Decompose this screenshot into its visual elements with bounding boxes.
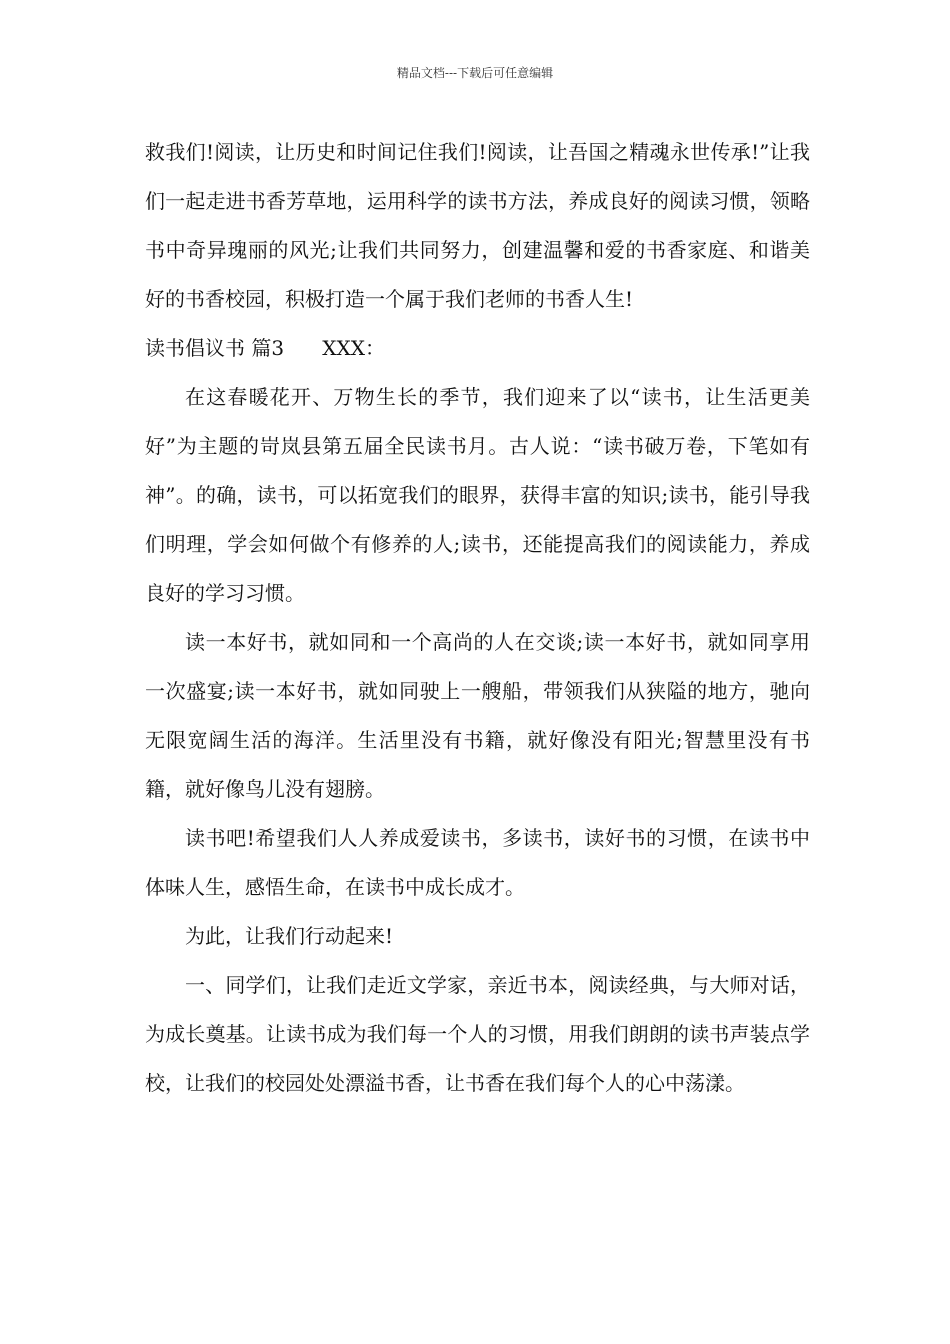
paragraph-action: 为此，让我们行动起来!: [185, 924, 394, 948]
paragraph-good-book: 读一本好书，就如同和一个高尚的人在交谈;读一本好书，就如同享用一次盛宴;读一本好书，就如同驶上一艘船，带领我们从狭隘的地方，驰向无限宽阔生活的海洋。生活里没有书籍，就好像没有阳光;智慧里没有书籍，就好像鸟儿没有翅膀。: [145, 630, 810, 801]
paragraph-item-one: 一、同学们，让我们走近文学家，亲近书本，阅读经典，与大师对话，为成长奠基。让读书成为我们每一个人的习惯，用我们朗朗的读书声装点学校，让我们的校园处处漂溢书香，让书香在我们每个人的心中荡漾。: [145, 973, 810, 1095]
document-body: [145, 128, 810, 1108]
paragraph-intro: 在这春暖花开、万物生长的季节，我们迎来了以“读书，让生活更美好”为主题的岢岚县第五届全民读书月。古人说：“读书破万卷，下笔如有神”。的确，读书，可以拓宽我们的眼界，获得丰富的知识;读书，能引导我们明理，学会如何做个有修养的人;读书，还能提高我们的阅读能力，养成良好的学习习惯。: [145, 385, 810, 605]
page-header: 精品文档---下载后可任意编辑: [396, 66, 554, 80]
paragraph-continuation: 救我们!阅读，让历史和时间记住我们!阅读，让吾国之精魂永世传承!”让我们一起走进书香芳草地，运用科学的读书方法，养成良好的阅读习惯，领略书中奇异瑰丽的风光;让我们共同努力，创建温馨和爱的书香家庭、和谐美好的书香校园，积极打造一个属于我们老师的书香人生!: [145, 140, 810, 311]
paragraph-read-books: 读书吧!希望我们人人养成爱读书，多读书，读好书的习惯，在读书中体味人生，感悟生命，在读书中成长成才。: [145, 826, 810, 899]
section-title: 读书倡议书 篇3 XXX：: [145, 336, 385, 360]
